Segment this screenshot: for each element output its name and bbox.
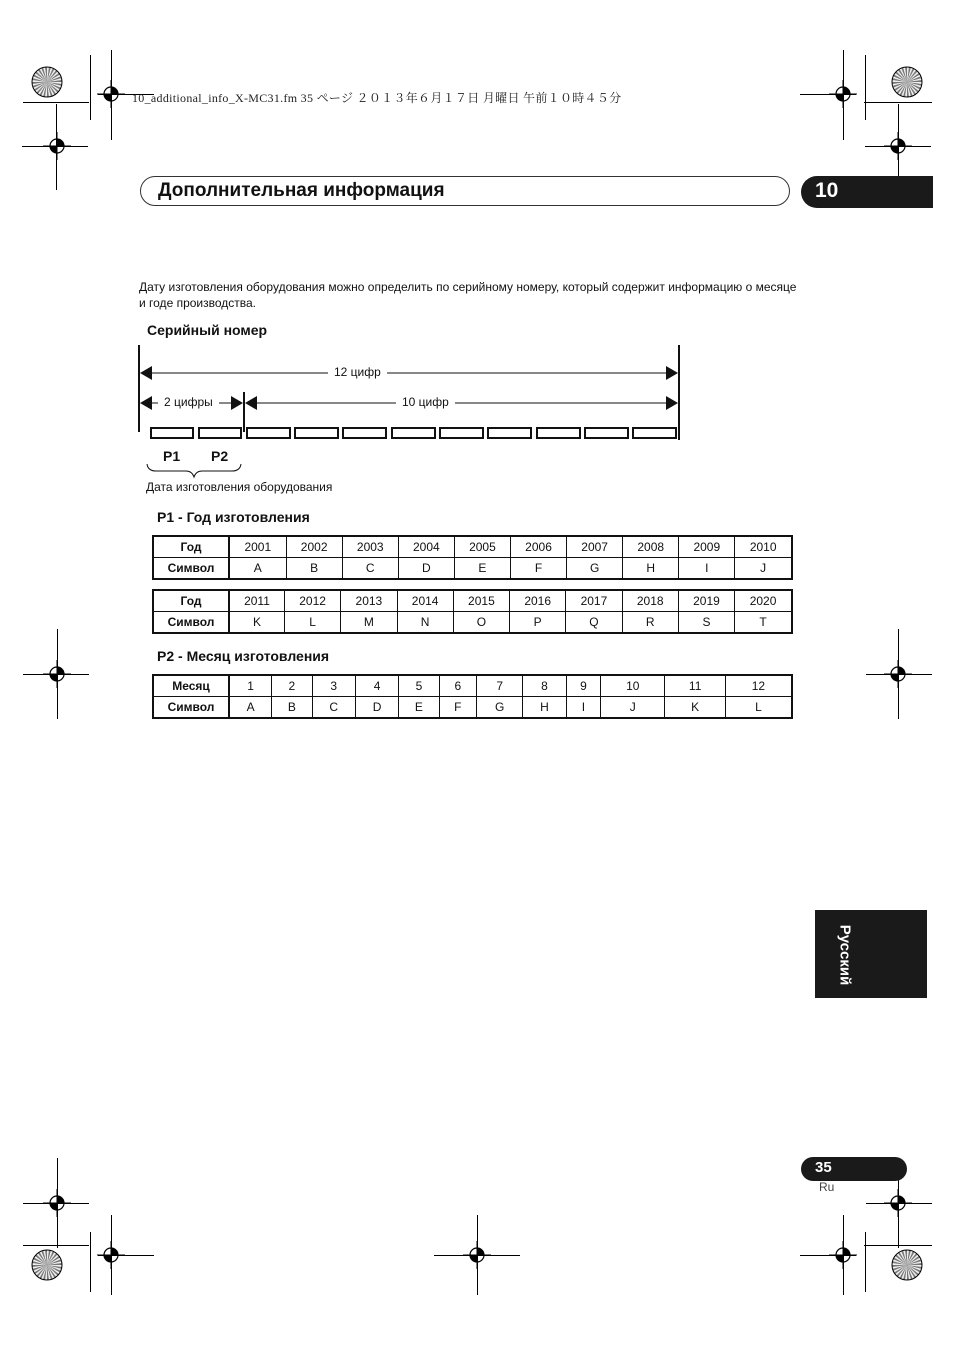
year-cell: 2020: [735, 590, 792, 612]
serial-digit-box: [294, 427, 339, 439]
symbol-cell: F: [510, 558, 566, 580]
serial-digit-box: [391, 427, 436, 439]
crop-line: [898, 629, 899, 719]
year-cell: 2017: [566, 590, 622, 612]
year-table-2: [152, 589, 793, 634]
year-cell: 2003: [342, 536, 398, 558]
month-cell: 8: [523, 675, 566, 697]
crop-line: [477, 1215, 478, 1295]
symbol-cell: B: [272, 697, 312, 719]
year-table-1: [152, 535, 793, 580]
row-label-symbol: Символ: [153, 558, 229, 580]
crop-line: [98, 1255, 154, 1256]
symbol-cell: C: [342, 558, 398, 580]
symbol-cell: A: [229, 558, 286, 580]
prefix-digits-label: 2 цифры: [158, 395, 219, 409]
year-cell: 2006: [510, 536, 566, 558]
month-table: [152, 674, 793, 719]
row-label-year: Год: [153, 590, 229, 612]
symbol-cell: I: [679, 558, 735, 580]
serial-digit-box: [439, 427, 484, 439]
crop-line: [800, 1255, 856, 1256]
serial-caption: Дата изготовления оборудования: [146, 480, 333, 494]
crop-line: [864, 1245, 932, 1246]
language-tab-label: Русский: [836, 924, 854, 986]
crop-line: [57, 629, 58, 719]
page-number: 35: [815, 1159, 832, 1176]
symbol-cell: K: [229, 612, 284, 634]
year-cell: 2001: [229, 536, 286, 558]
p1-label: P1: [163, 448, 181, 464]
serial-digit-box: [198, 427, 242, 439]
symbol-cell: N: [397, 612, 453, 634]
row-label-year: Год: [153, 536, 229, 558]
year-cell: 2007: [567, 536, 623, 558]
month-cell: 4: [355, 675, 398, 697]
month-cell: 5: [399, 675, 439, 697]
table-row: [153, 590, 792, 612]
crop-line: [23, 1245, 89, 1246]
table-row: [153, 558, 792, 580]
month-cell: 3: [312, 675, 355, 697]
crop-line: [57, 1158, 58, 1248]
chapter-number: 10: [815, 179, 839, 202]
crop-line: [90, 1232, 91, 1292]
symbol-cell: T: [735, 612, 792, 634]
symbol-cell: G: [567, 558, 623, 580]
serial-digit-box: [150, 427, 194, 439]
year-cell: 2013: [341, 590, 397, 612]
symbol-cell: D: [398, 558, 454, 580]
total-digits-label: 12 цифр: [328, 365, 387, 379]
year-cell: 2004: [398, 536, 454, 558]
table-row: [153, 697, 792, 719]
symbol-cell: R: [622, 612, 678, 634]
crop-line: [23, 674, 89, 675]
crop-line: [23, 1203, 89, 1204]
serial-digit-box: [632, 427, 677, 439]
serial-diagram-arrows: [0, 0, 954, 480]
year-cell: 2010: [735, 536, 792, 558]
year-cell: 2009: [679, 536, 735, 558]
crop-line: [866, 1203, 932, 1204]
row-label-symbol: Символ: [153, 612, 229, 634]
symbol-cell: K: [665, 697, 725, 719]
serial-heading: Серийный номер: [147, 322, 268, 338]
color-star-target-icon: [30, 1248, 64, 1282]
symbol-cell: H: [523, 697, 566, 719]
symbol-cell: G: [477, 697, 523, 719]
crop-line: [866, 674, 932, 675]
year-cell: 2015: [453, 590, 509, 612]
page-title: Дополнительная информация: [158, 180, 445, 201]
crop-line: [111, 1215, 112, 1295]
language-tab: [815, 910, 927, 998]
serial-digit-box: [584, 427, 629, 439]
serial-digit-box: [246, 427, 291, 439]
symbol-cell: P: [510, 612, 566, 634]
symbol-cell: J: [735, 558, 792, 580]
symbol-cell: D: [355, 697, 398, 719]
year-cell: 2002: [286, 536, 342, 558]
page-number-badge: [801, 1157, 907, 1181]
symbol-cell: C: [312, 697, 355, 719]
symbol-cell: L: [284, 612, 340, 634]
month-cell: 6: [439, 675, 476, 697]
month-cell: 7: [477, 675, 523, 697]
symbol-cell: J: [601, 697, 665, 719]
year-cell: 2008: [623, 536, 679, 558]
symbol-cell: B: [286, 558, 342, 580]
serial-digit-box: [487, 427, 532, 439]
serial-digit-box: [342, 427, 387, 439]
symbol-cell: E: [454, 558, 510, 580]
year-cell: 2011: [229, 590, 284, 612]
month-cell: 12: [725, 675, 792, 697]
symbol-cell: A: [229, 697, 272, 719]
serial-digit-box: [536, 427, 581, 439]
crop-line: [865, 1232, 866, 1292]
month-cell: 11: [665, 675, 725, 697]
crop-line: [843, 1215, 844, 1295]
year-cell: 2018: [622, 590, 678, 612]
year-cell: 2016: [510, 590, 566, 612]
symbol-cell: O: [453, 612, 509, 634]
p2-label: P2: [211, 448, 229, 464]
symbol-cell: E: [399, 697, 439, 719]
symbol-cell: H: [623, 558, 679, 580]
symbol-cell: M: [341, 612, 397, 634]
year-heading: P1 - Год изготовления: [157, 509, 310, 525]
file-header: 10_additional_info_X-MC31.fm 35 ページ ２０１３年６月１７日 月曜日 午前１０時４５分: [132, 91, 622, 105]
year-cell: 2019: [678, 590, 734, 612]
row-label-month: Месяц: [153, 675, 229, 697]
month-cell: 2: [272, 675, 312, 697]
row-label-symbol: Символ: [153, 697, 229, 719]
year-cell: 2012: [284, 590, 340, 612]
symbol-cell: I: [566, 697, 600, 719]
symbol-cell: F: [439, 697, 476, 719]
month-cell: 9: [566, 675, 600, 697]
intro-paragraph: Дату изготовления оборудования можно определить по серийному номеру, который содержит информацию о месяце и годе производства.: [139, 280, 797, 310]
symbol-cell: L: [725, 697, 792, 719]
page-language-code: Ru: [819, 1180, 835, 1194]
symbol-cell: Q: [566, 612, 622, 634]
symbol-cell: S: [678, 612, 734, 634]
month-cell: 10: [601, 675, 665, 697]
table-row: [153, 536, 792, 558]
year-cell: 2014: [397, 590, 453, 612]
table-row: [153, 612, 792, 634]
month-cell: 1: [229, 675, 272, 697]
month-heading: P2 - Месяц изготовления: [157, 648, 330, 664]
table-row: [153, 675, 792, 697]
year-cell: 2005: [454, 536, 510, 558]
color-star-target-icon: [890, 1248, 924, 1282]
rest-digits-label: 10 цифр: [396, 395, 455, 409]
